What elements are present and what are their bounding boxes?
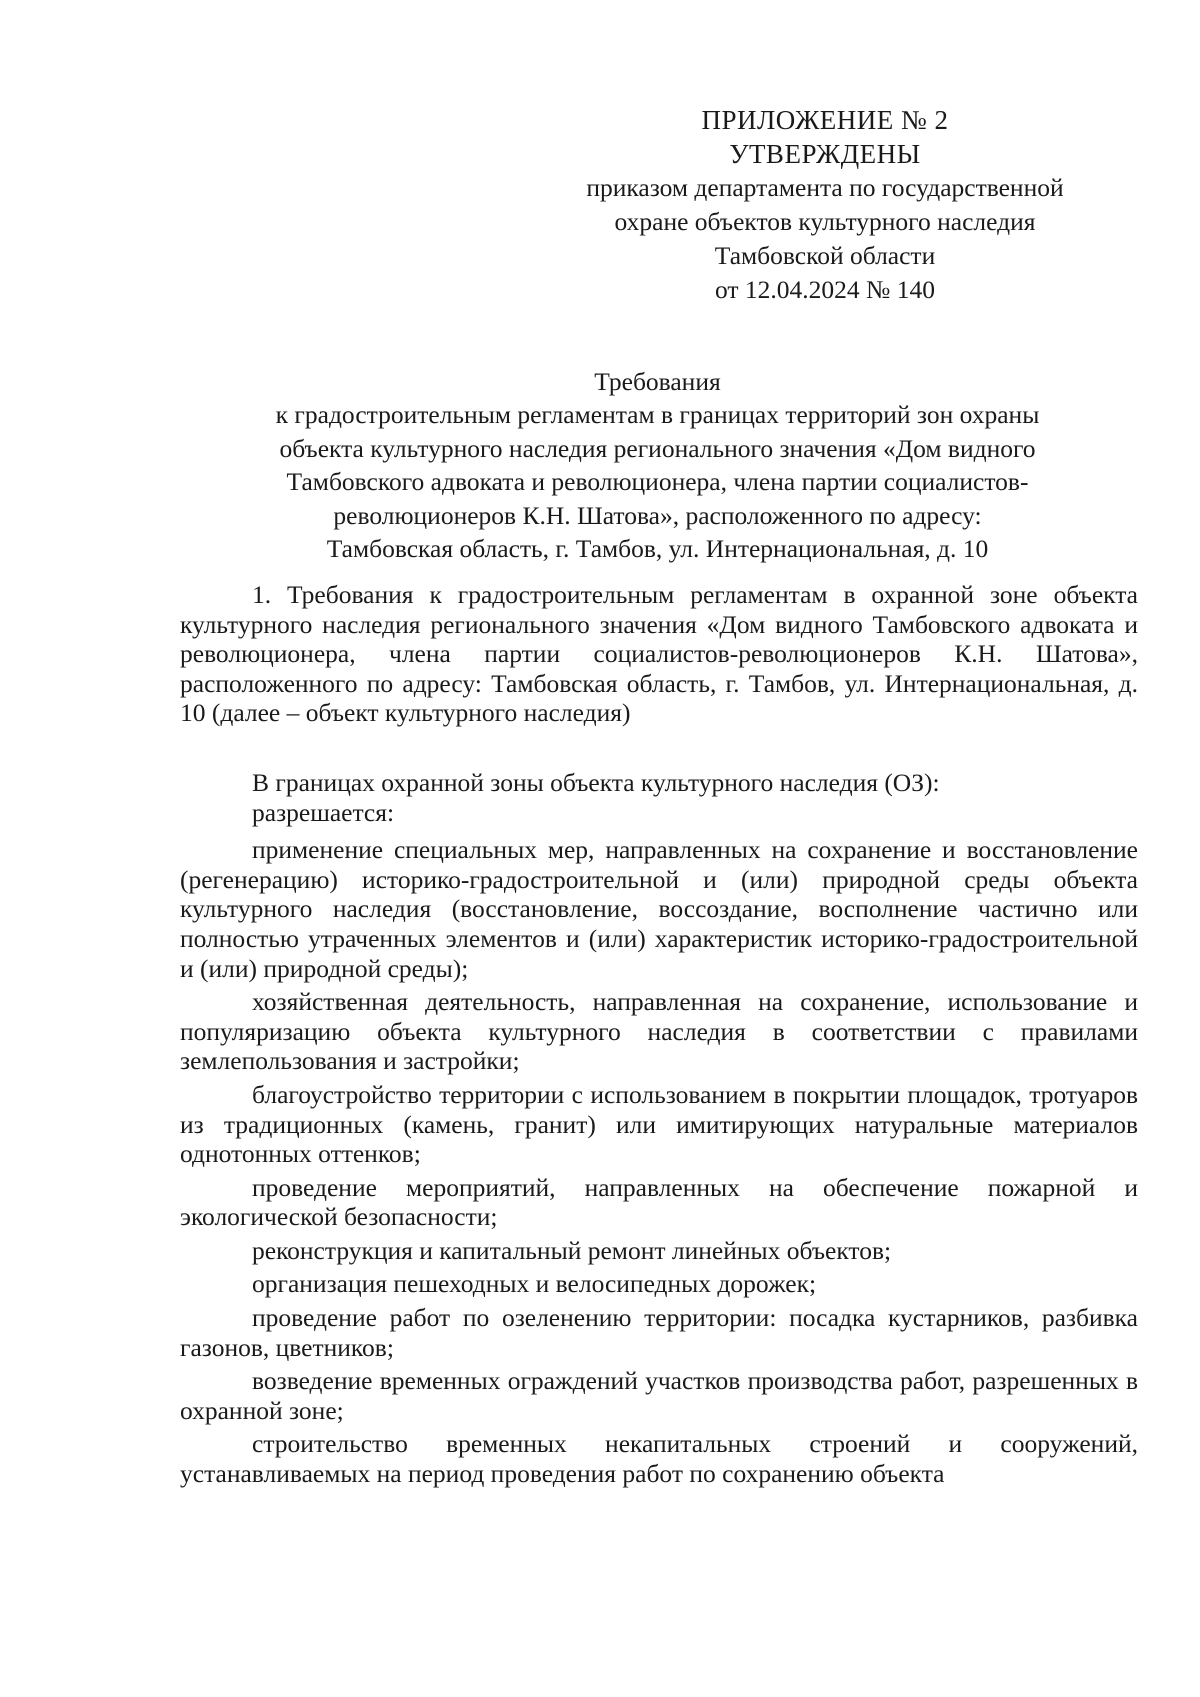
list-item: благоустройство территории с использованием в покрытии площадок, тротуаров из традиционных (камень, гранит) или имитирующих натуральные материалов однотонных оттенков; xyxy=(180,1079,1138,1169)
list-item: проведение мероприятий, направленных на обеспечение пожарной и экологической безопасности; xyxy=(180,1172,1138,1232)
list-item: строительство временных некапитальных строений и сооружений, устанавливаемых на период проведения работ по сохранению объекта xyxy=(180,1429,1138,1489)
document-body xyxy=(180,580,1138,1493)
list-item: организация пешеходных и велосипедных дорожек; xyxy=(252,1269,817,1299)
title-line: революционеров К.Н. Шатова», расположенного по адресу: xyxy=(333,500,982,530)
appendix-order-line: охране объектов культурного наследия xyxy=(614,207,1036,236)
list-item: проведение работ по озеленению территории: посадка кустарников, разбивка газонов, цветников; xyxy=(180,1303,1138,1362)
list-item: возведение временных ограждений участков производства работ, разрешенных в охранной зоне; xyxy=(180,1366,1138,1425)
title-line: Тамбовского адвоката и революционера, члена партии социалистов- xyxy=(286,467,1029,497)
appendix-order-date: от 12.04.2024 № 140 xyxy=(714,275,935,304)
title-line: Тамбовская область, г. Тамбов, ул. Интернациональная, д. 10 xyxy=(326,534,989,564)
section-1-paragraph: 1. Требования к градостроительным регламентам в охранной зоне объекта культурного наследия регионального значения «Дом видного Тамбовского адвоката и революционера, члена партии социалистов-революционеров К.Н. Шатова», расположенного по адресу: Тамбовская область, г. Тамбов, ул. Интернациональная, д. 10 (далее – объект культурного наследия) xyxy=(180,580,1138,728)
title-heading: Требования xyxy=(594,367,721,396)
appendix-number: ПРИЛОЖЕНИЕ № 2 xyxy=(701,105,949,135)
appendix-order-line: приказом департамента по государственной xyxy=(586,173,1064,202)
approved-label: УТВЕРЖДЕНЫ xyxy=(729,139,921,169)
allowed-list xyxy=(180,835,1138,1488)
appendix-header xyxy=(540,103,1110,307)
document-title xyxy=(175,365,1140,565)
allowed-label: разрешается: xyxy=(252,797,395,827)
list-item: хозяйственная деятельность, направленная на сохранение, использование и популяризацию объекта культурного наследия в соответствии с правилами землепользования и застройки; xyxy=(180,987,1138,1076)
title-line: объекта культурного наследия регионального значения «Дом видного xyxy=(279,433,1036,463)
title-line: к градостроительным регламентам в границах территорий зон охраны xyxy=(275,400,1040,430)
list-item: применение специальных мер, направленных на сохранение и восстановление (регенерацию) историко-градостроительной и (или) природной среды объекта культурного наследия (восстановление, воссоздание, восполнение частично или полностью утраченных элементов и (или) характеристик историко-градостроительной и (или) природной среды); xyxy=(180,835,1138,983)
list-item: реконструкция и капитальный ремонт линейных объектов; xyxy=(252,1235,892,1265)
appendix-order-line: Тамбовской области xyxy=(714,241,936,270)
zone-intro: В границах охранной зоны объекта культурного наследия (ОЗ): xyxy=(252,767,940,797)
